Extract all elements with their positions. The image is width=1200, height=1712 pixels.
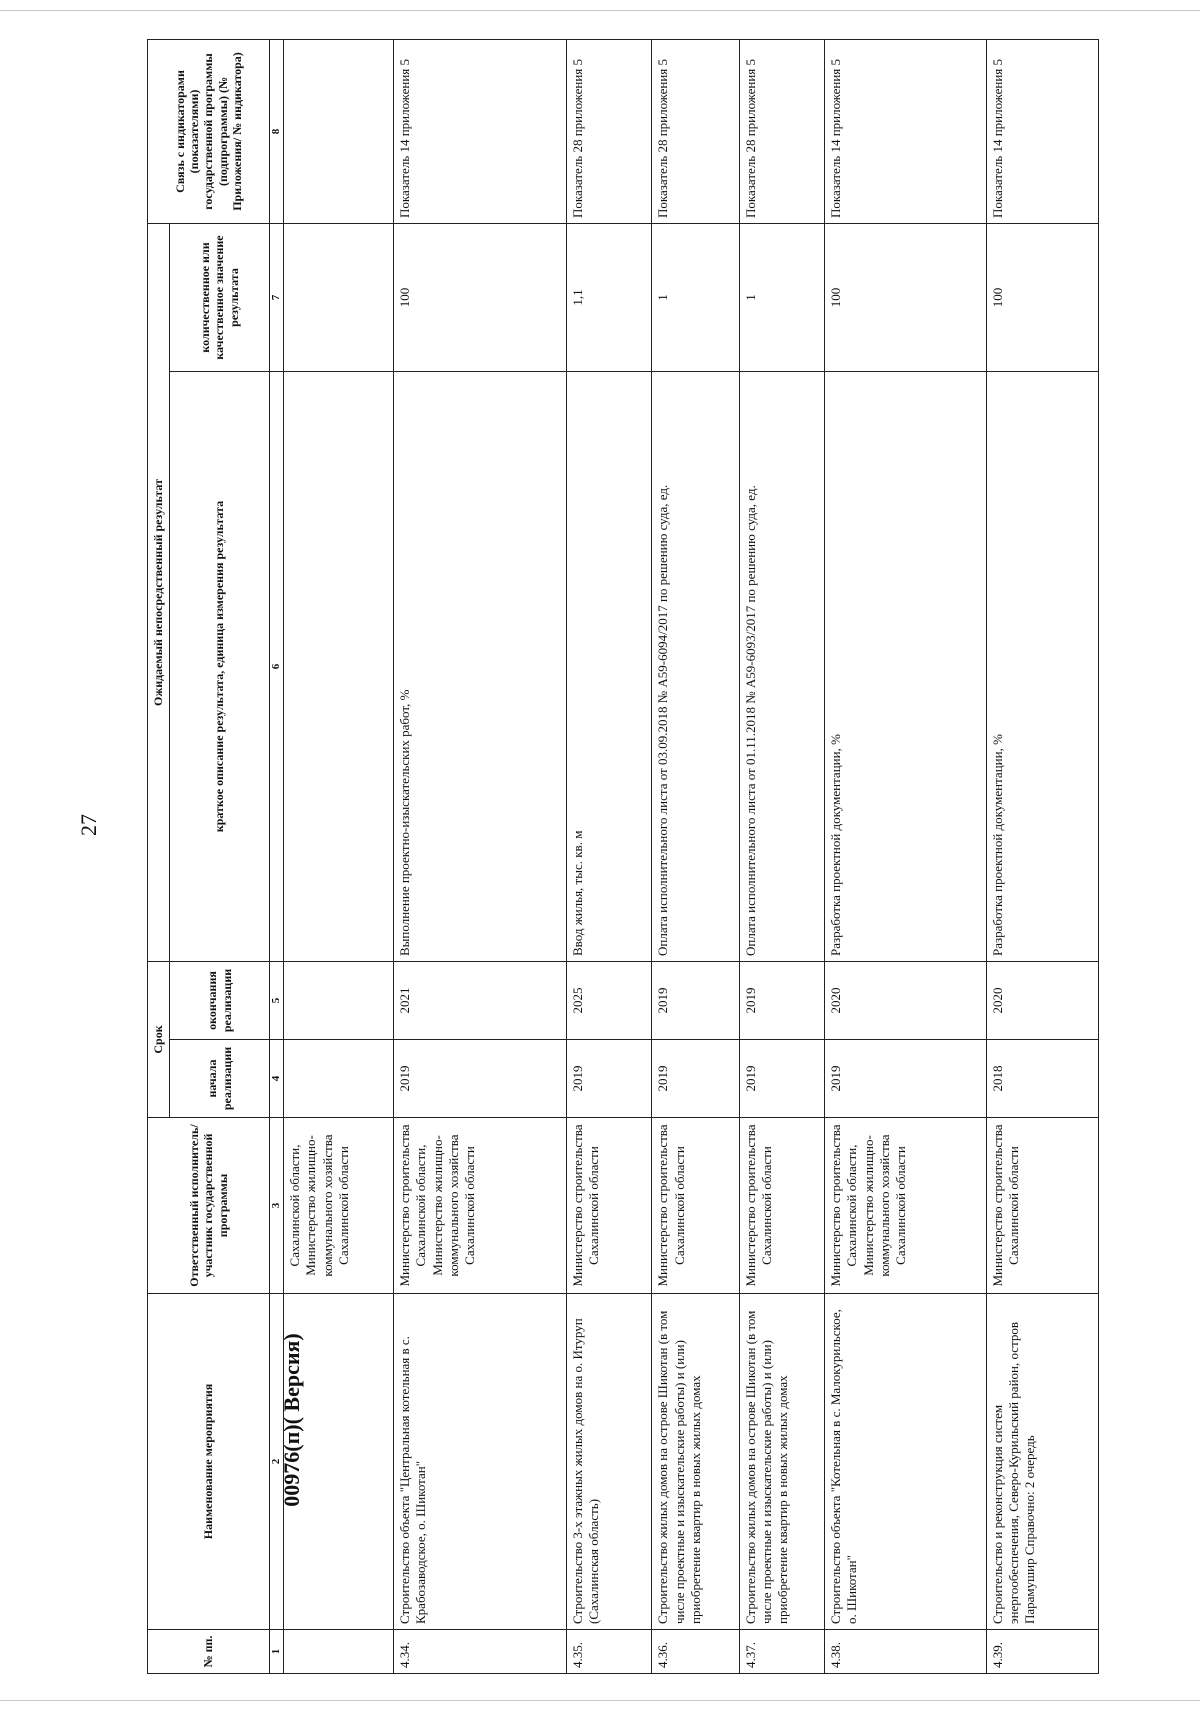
row-start: 2019 — [739, 1040, 824, 1118]
document-code: 00976(п)( Версия) — [279, 1333, 304, 1507]
col-number: 5 — [270, 961, 284, 1039]
col-number: 7 — [270, 223, 284, 371]
row-link: Показатель 28 приложения 5 — [652, 39, 740, 223]
header-value: количественное или качественное значение результата — [170, 223, 270, 371]
row-start: 2019 — [394, 1040, 567, 1118]
row-desc: Выполнение проектно-изыскательских работ, % — [394, 371, 567, 961]
row-name: Строительство жилых домов на острове Шикотан (в том числе проектные и изыскательские работы) и (или) приобретение квартир в новых жилых домах — [652, 1294, 740, 1630]
row-link: Показатель 14 приложения 5 — [394, 39, 567, 223]
row-name: Строительство жилых домов на острове Шикотан (в том числе проектные и изыскательские работы) и (или) приобретение квартир в новых жилых домах — [739, 1294, 824, 1630]
row-responsible: Министерство строительства Сахалинской области — [567, 1118, 652, 1294]
col-number: 3 — [270, 1118, 284, 1294]
table-row — [739, 39, 824, 1673]
row-responsible: Министерство строительства Сахалинской области, Министерство жилищно-коммунального хозяйства Сахалинской области — [394, 1118, 567, 1294]
header-term: Срок — [148, 961, 170, 1117]
row-end: 2025 — [567, 961, 652, 1039]
scan-edge-top — [0, 10, 1200, 11]
row-name: Строительство объекта "Центральная котельная в с. Крабозаводское, о. Шикотан" — [394, 1294, 567, 1630]
row-link: Показатель 28 приложения 5 — [567, 39, 652, 223]
row-start: 2018 — [986, 1040, 1098, 1118]
row-link: Показатель 14 приложения 5 — [986, 39, 1098, 223]
row-desc: Разработка проектной документации, % — [986, 371, 1098, 961]
row-num: 4.35. — [567, 1630, 652, 1674]
col-number: 8 — [270, 39, 284, 223]
row-end: 2021 — [394, 961, 567, 1039]
scan-edge-bottom — [0, 1700, 1200, 1701]
row-desc: Ввод жилья, тыс. кв. м — [567, 371, 652, 961]
row-end: 2019 — [739, 961, 824, 1039]
row-num: 4.39. — [986, 1630, 1098, 1674]
row-num — [284, 1630, 394, 1674]
row-start: 2019 — [652, 1040, 740, 1118]
row-name: Строительство объекта "Котельная в с. Малокурильское, о. Шикотан" — [825, 1294, 987, 1630]
row-num: 4.34. — [394, 1630, 567, 1674]
row-responsible: Сахалинской области, Министерство жилищно-коммунального хозяйства Сахалинской области — [284, 1118, 394, 1294]
row-desc: Оплата исполнительного листа от 03.09.2018 № А59-6094/2017 по решению суда, ед. — [652, 371, 740, 961]
header-result: Ожидаемый непосредственный результат — [148, 223, 170, 961]
table-row — [825, 39, 987, 1673]
row-name: Строительство 3-х этажных жилых домов на о. Итуруп (Сахалинская область) — [567, 1294, 652, 1630]
row-num: 4.37. — [739, 1630, 824, 1674]
row-name: Строительство и реконструкция систем энергообеспечения, Северо-Курильский район, остров Парамушир Справочно: 2 очередь — [986, 1294, 1098, 1630]
row-start: 2019 — [567, 1040, 652, 1118]
row-end: 2020 — [825, 961, 987, 1039]
row-desc: Оплата исполнительного листа от 01.11.2018 № А59-6093/2017 по решению суда, ед. — [739, 371, 824, 961]
table-row — [986, 39, 1098, 1673]
col-number: 1 — [270, 1630, 284, 1674]
row-end — [284, 961, 394, 1039]
row-value: 1 — [652, 223, 740, 371]
row-responsible: Министерство строительства Сахалинской области — [986, 1118, 1098, 1294]
row-value: 100 — [825, 223, 987, 371]
row-num: 4.36. — [652, 1630, 740, 1674]
row-responsible: Министерство строительства Сахалинской области, Министерство жилищно-коммунального хозяйства Сахалинской области — [825, 1118, 987, 1294]
col-number: 2 — [270, 1294, 284, 1630]
header-link: Связь с индикаторами (показателями) государственной программы (подпрограммы) (№ Приложения/ № индикатора) — [148, 39, 270, 223]
row-value: 100 — [986, 223, 1098, 371]
row-link: Показатель 14 приложения 5 — [825, 39, 987, 223]
row-desc: Разработка проектной документации, % — [825, 371, 987, 961]
row-end: 2020 — [986, 961, 1098, 1039]
row-value: 100 — [394, 223, 567, 371]
col-number: 6 — [270, 371, 284, 961]
row-start: 2019 — [825, 1040, 987, 1118]
row-end: 2019 — [652, 961, 740, 1039]
table-row — [567, 39, 652, 1673]
row-link: Показатель 28 приложения 5 — [739, 39, 824, 223]
header-desc: краткое описание результата, единица измерения результата — [170, 371, 270, 961]
row-start — [284, 1040, 394, 1118]
table-row — [652, 39, 740, 1673]
header-num: № пп. — [148, 1630, 270, 1674]
row-link — [284, 39, 394, 223]
col-number: 4 — [270, 1040, 284, 1118]
row-value: 1 — [739, 223, 824, 371]
row-value — [284, 223, 394, 371]
row-value: 1,1 — [567, 223, 652, 371]
table-row — [394, 39, 567, 1673]
row-responsible: Министерство строительства Сахалинской области — [739, 1118, 824, 1294]
row-desc — [284, 371, 394, 961]
header-end: окончания реализации — [170, 961, 270, 1039]
page-number: 27 — [76, 814, 101, 836]
row-responsible: Министерство строительства Сахалинской области — [652, 1118, 740, 1294]
header-responsible: Ответственный исполнитель/участник государственной программы — [148, 1118, 270, 1294]
row-num: 4.38. — [825, 1630, 987, 1674]
header-name: Наименование мероприятия — [148, 1294, 270, 1630]
header-start: начала реализации — [170, 1040, 270, 1118]
